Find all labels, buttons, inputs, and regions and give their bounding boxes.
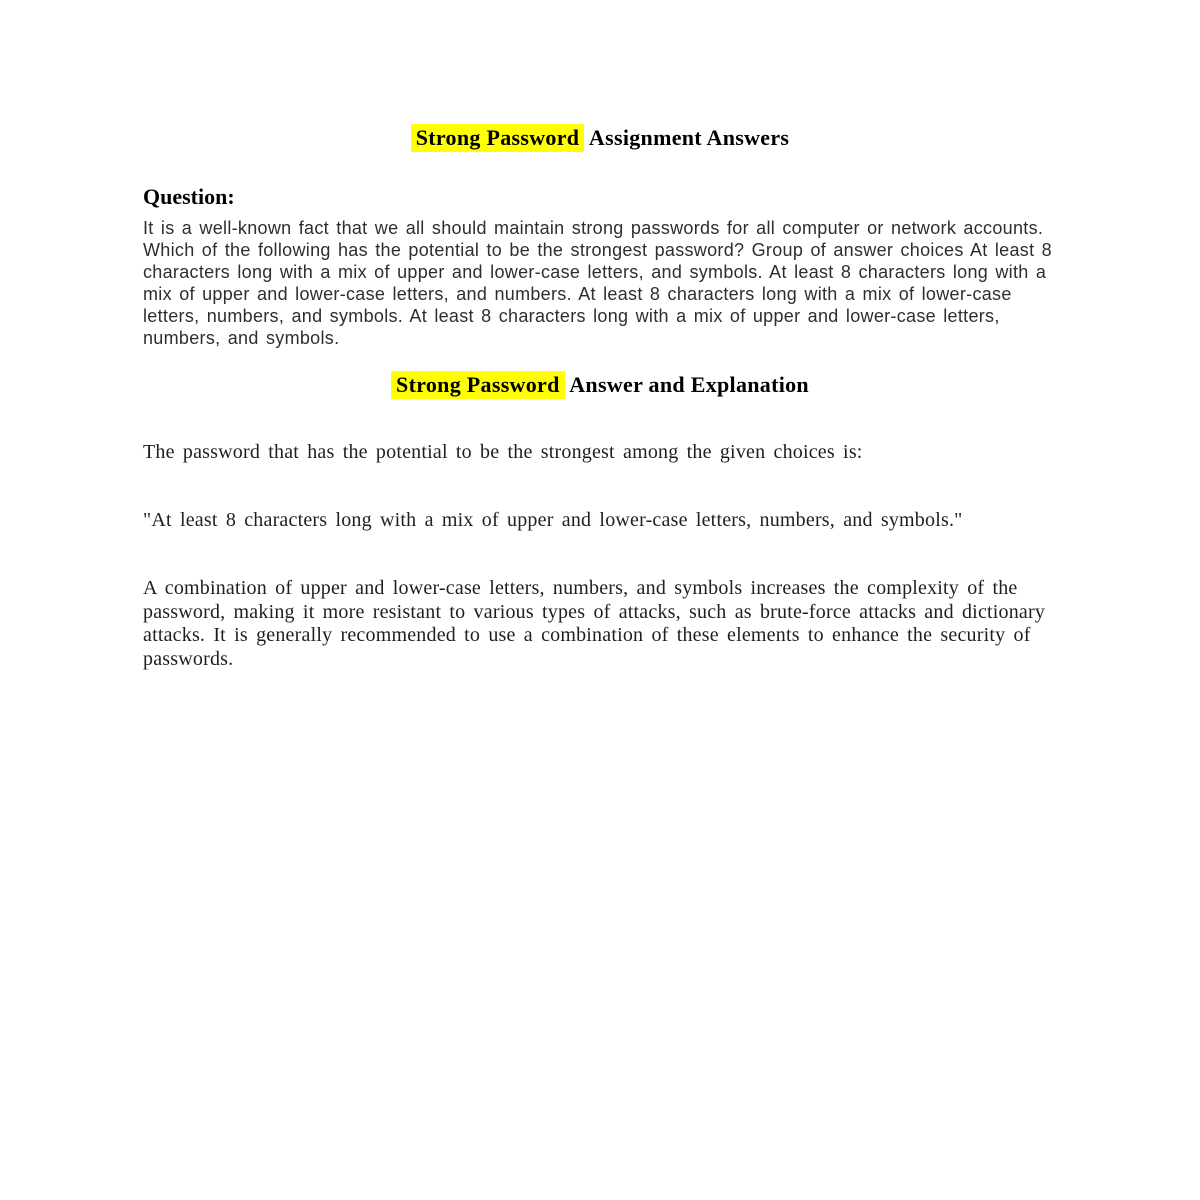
- question-paragraph: It is a well-known fact that we all should maintain strong passwords for all computer or network accounts. Which of the following has the potential to be the strongest password? Group of answer choices At least 8 characters long with a mix of upper and lower-case letters, and symbols. At least 8 characters long with a mix of upper and lower-case letters, and numbers. At least 8 characters long with a mix of lower-case letters, numbers, and symbols. At least 8 characters long with a mix of upper and lower-case letters, numbers, and symbols.: [143, 218, 1052, 348]
- answer-intro-paragraph: The password that has the potential to be the strongest among the given choices is:: [143, 441, 863, 463]
- answer-heading-highlighted-keyword: Strong Password: [391, 371, 565, 399]
- answer-section-heading: [0, 371, 1200, 399]
- answer-explanation-paragraph: A combination of upper and lower-case letters, numbers, and symbols increases the complexity of the password, making it more resistant to various types of attacks, such as brute-force attacks and dictionary attacks. It is generally recommended to use a combination of these elements to enhance the security of passwords.: [143, 577, 1046, 670]
- document-title: [0, 124, 1200, 152]
- title-highlighted-keyword: Strong Password: [411, 124, 585, 152]
- question-heading: Question:: [143, 184, 235, 209]
- answer-quote-paragraph: "At least 8 characters long with a mix of upper and lower-case letters, numbers, and symbols.": [143, 509, 963, 531]
- answer-heading-rest: Answer and Explanation: [564, 372, 809, 397]
- title-rest: Assignment Answers: [584, 125, 790, 150]
